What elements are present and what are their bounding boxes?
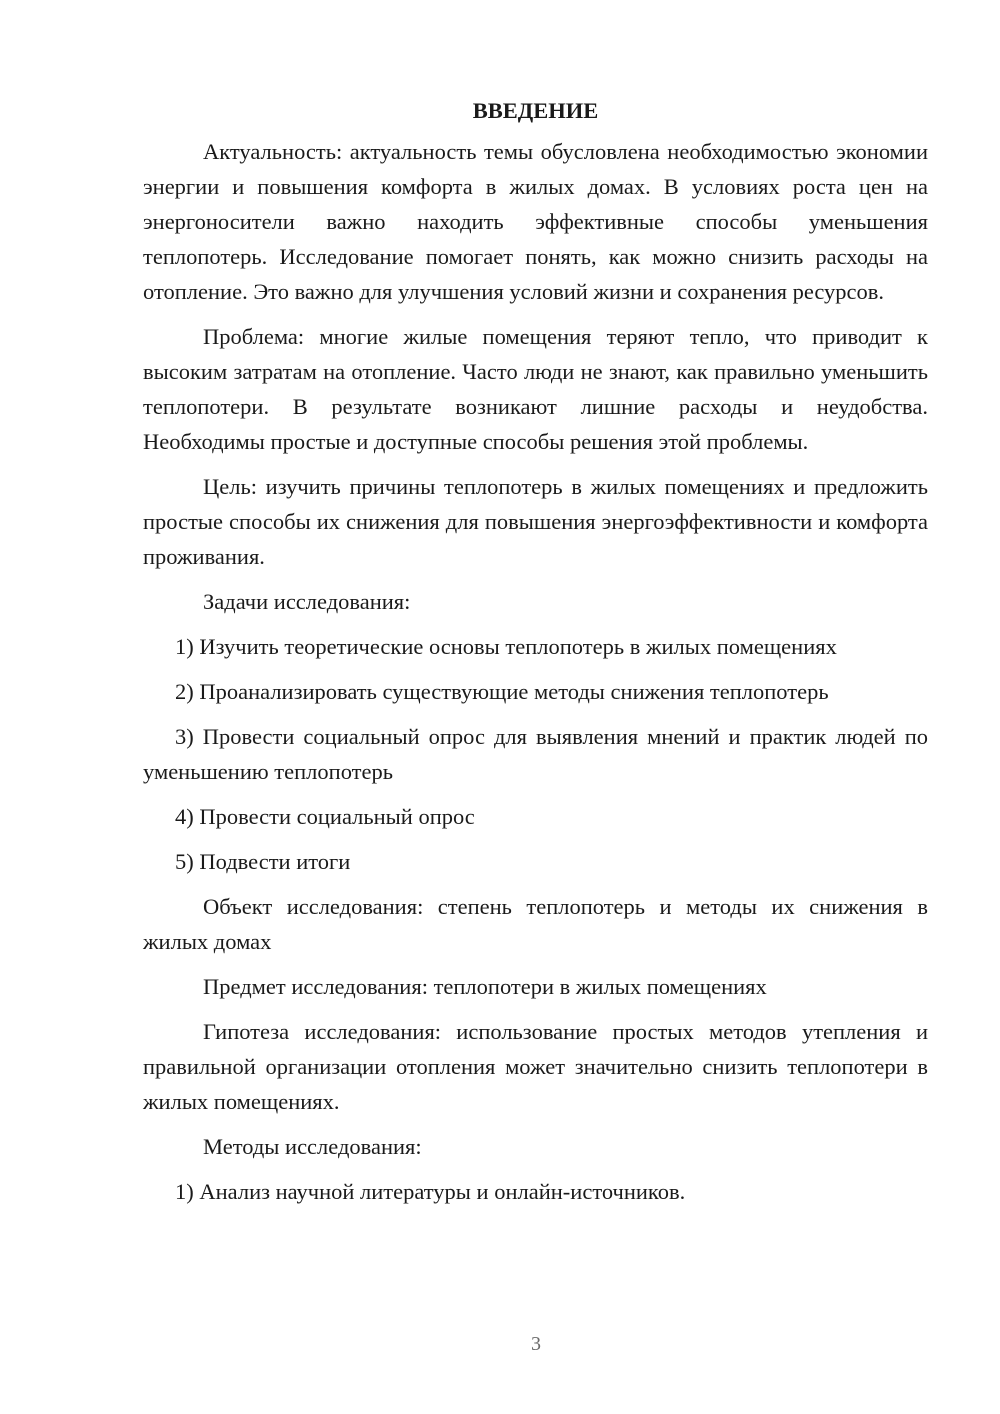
task-item-1: 1) Изучить теоретические основы теплопотерь в жилых помещениях	[175, 634, 837, 659]
object-paragraph: Объект исследования: степень теплопотерь и методы их снижения в жилых домах	[143, 894, 928, 954]
methods-title: Методы исследования:	[203, 1134, 422, 1159]
task-item-3: 3) Провести социальный опрос для выявления мнений и практик людей по уменьшению теплопотерь	[143, 724, 928, 784]
task-item-5: 5) Подвести итоги	[175, 849, 351, 874]
section-heading: ВВЕДЕНИЕ	[472, 98, 599, 123]
page-content	[143, 96, 928, 1219]
problem-paragraph: Проблема: многие жилые помещения теряют тепло, что приводит к высоким затратам на отопление. Часто люди не знают, как правильно уменьшить теплопотери. В результате возникают лишние расходы и неудобства. Необходимы простые и доступные способы решения этой проблемы.	[143, 324, 928, 454]
hypothesis-paragraph: Гипотеза исследования: использование простых методов утепления и правильной организации отопления может значительно снизить теплопотери в жилых помещениях.	[143, 1019, 928, 1114]
subject-paragraph: Предмет исследования: теплопотери в жилых помещениях	[203, 974, 767, 999]
method-item-1: 1) Анализ научной литературы и онлайн-источников.	[175, 1179, 686, 1204]
tasks-title: Задачи исследования:	[203, 589, 411, 614]
task-item-2: 2) Проанализировать существующие методы снижения теплопотерь	[175, 679, 829, 704]
goal-paragraph: Цель: изучить причины теплопотерь в жилых помещениях и предложить простые способы их снижения для повышения энергоэффективности и комфорта проживания.	[143, 474, 928, 569]
relevance-paragraph: Актуальность: актуальность темы обусловлена необходимостью экономии энергии и повышения комфорта в жилых домах. В условиях роста цен на энергоносители важно находить эффективные способы уменьшения теплопотерь. Исследование помогает понять, как можно снизить расходы на отопление. Это важно для улучшения условий жизни и сохранения ресурсов.	[143, 139, 928, 304]
page-number: 3	[531, 1333, 541, 1355]
task-item-4: 4) Провести социальный опрос	[175, 804, 475, 829]
